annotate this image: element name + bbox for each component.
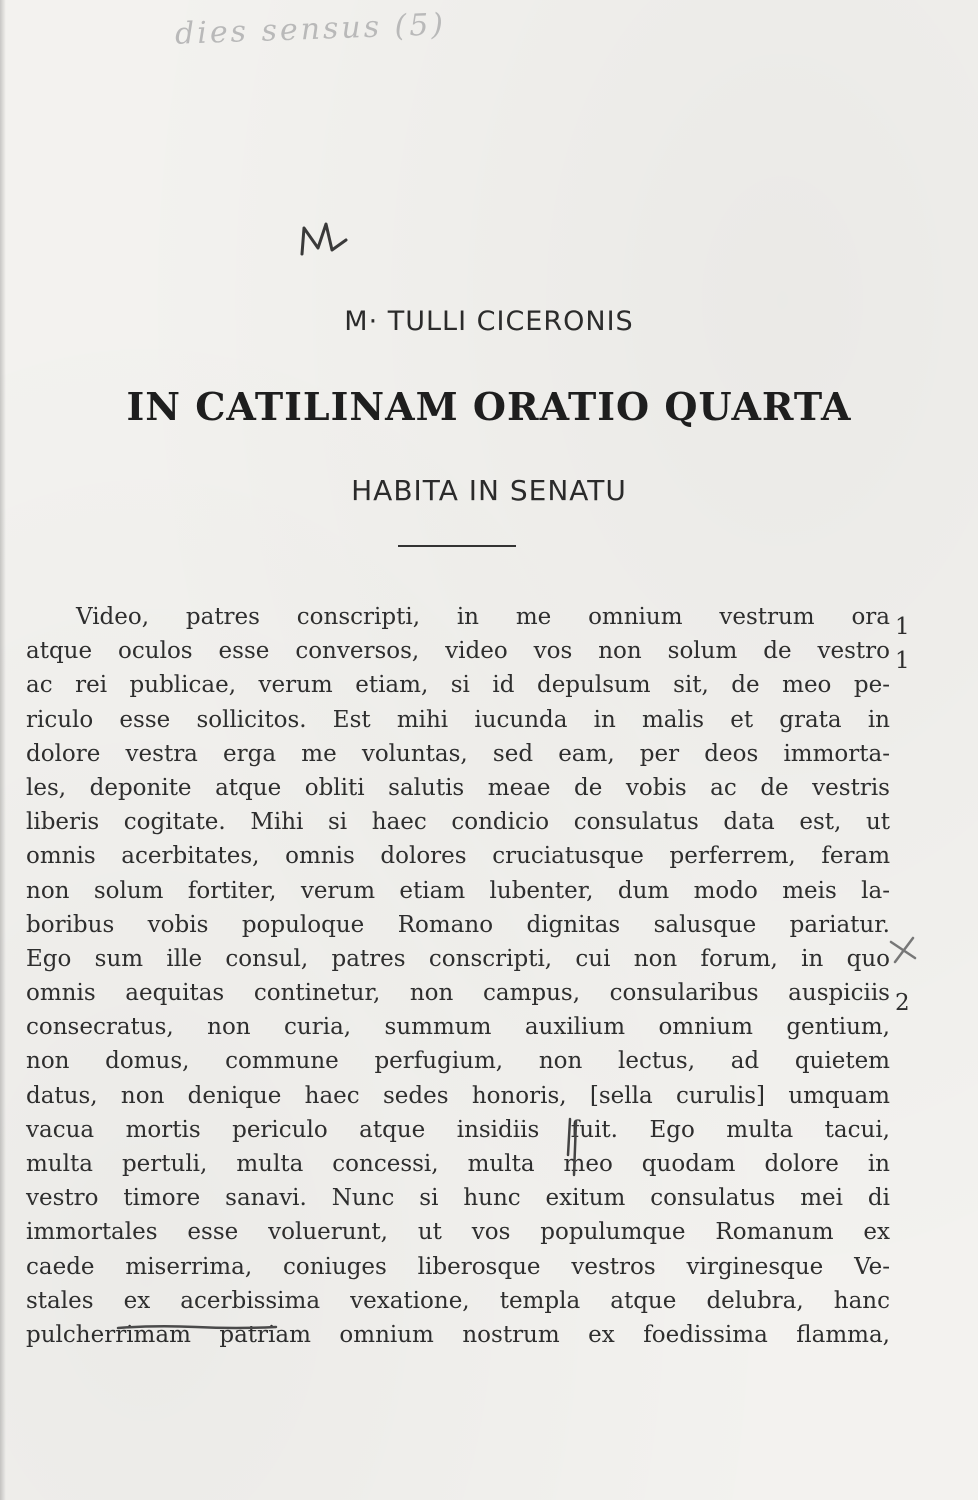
subtitle: HABITA IN SENATU bbox=[351, 474, 627, 507]
text-line: consecratus, non curia, summum auxilium omnium gentium, bbox=[26, 1014, 890, 1041]
author-heading: M· TULLI CICERONIS bbox=[344, 306, 634, 337]
page-title: IN CATILINAM ORATIO QUARTA bbox=[126, 384, 852, 429]
text-line: non solum fortiter, verum etiam lubenter, dum modo meis la- bbox=[26, 877, 890, 904]
text-line: stales ex acerbissima vexatione, templa atque delubra, hanc bbox=[26, 1287, 890, 1314]
text-line: atque oculos esse conversos, video vos non solum de vestro bbox=[26, 638, 890, 665]
margin-section-number: 1 bbox=[895, 614, 910, 640]
handwritten-underline bbox=[116, 1323, 279, 1331]
text-line: pulcherrimam patriam omnium nostrum ex foedissima flamma, bbox=[26, 1321, 890, 1348]
text-line: les, deponite atque obliti salutis meae de vobis ac de vestris bbox=[26, 774, 890, 801]
page-edge-shadow bbox=[0, 0, 6, 1500]
text-line: omnis acerbitates, omnis dolores cruciatusque perferrem, feram bbox=[26, 843, 890, 870]
text-line: non domus, commune perfugium, non lectus, ad quietem bbox=[26, 1048, 890, 1075]
text-line: caede miserrima, coniuges liberosque vestros virginesque Ve- bbox=[26, 1253, 890, 1280]
text-line: Video, patres conscripti, in me omnium vestrum ora bbox=[76, 604, 890, 630]
handwritten-m-mark bbox=[298, 218, 350, 258]
text-line: multa pertuli, multa concessi, multa meo quodam dolore in bbox=[26, 1151, 890, 1177]
text-line: riculo esse sollicitos. Est mihi iucunda in malis et grata in bbox=[26, 706, 890, 733]
text-line: omnis aequitas continetur, non campus, consularibus auspiciis bbox=[26, 980, 890, 1007]
text-line: Ego sum ille consul, patres conscripti, cui non forum, in quo bbox=[26, 945, 890, 972]
pencil-annotation: dies sensus (5) bbox=[174, 7, 447, 52]
text-line: datus, non denique haec sedes honoris, [sella curulis] umquam bbox=[26, 1082, 890, 1109]
body-text bbox=[26, 600, 890, 1352]
text-line: liberis cogitate. Mihi si haec condicio consulatus data est, ut bbox=[26, 809, 890, 836]
text-line: vestro timore sanavi. Nunc si hunc exitum consulatus mei di bbox=[26, 1185, 890, 1212]
text-line: vacua mortis periculo atque insidiis fuit. Ego multa tacui, bbox=[26, 1116, 890, 1143]
handwritten-bracket-mark bbox=[550, 1115, 630, 1195]
margin-section-number: 2 bbox=[895, 990, 910, 1016]
text-line: dolore vestra erga me voluntas, sed eam, per deos immorta- bbox=[26, 740, 890, 767]
margin-section-number: 1 bbox=[895, 648, 910, 674]
divider-rule bbox=[398, 545, 516, 547]
text-line: ac rei publicae, verum etiam, si id depulsum sit, de meo pe- bbox=[26, 672, 890, 699]
text-line: boribus vobis populoque Romano dignitas salusque pariatur. bbox=[26, 911, 890, 938]
text-line: immortales esse voluerunt, ut vos populumque Romanum ex bbox=[26, 1219, 890, 1246]
handwritten-cross-mark bbox=[885, 932, 921, 968]
